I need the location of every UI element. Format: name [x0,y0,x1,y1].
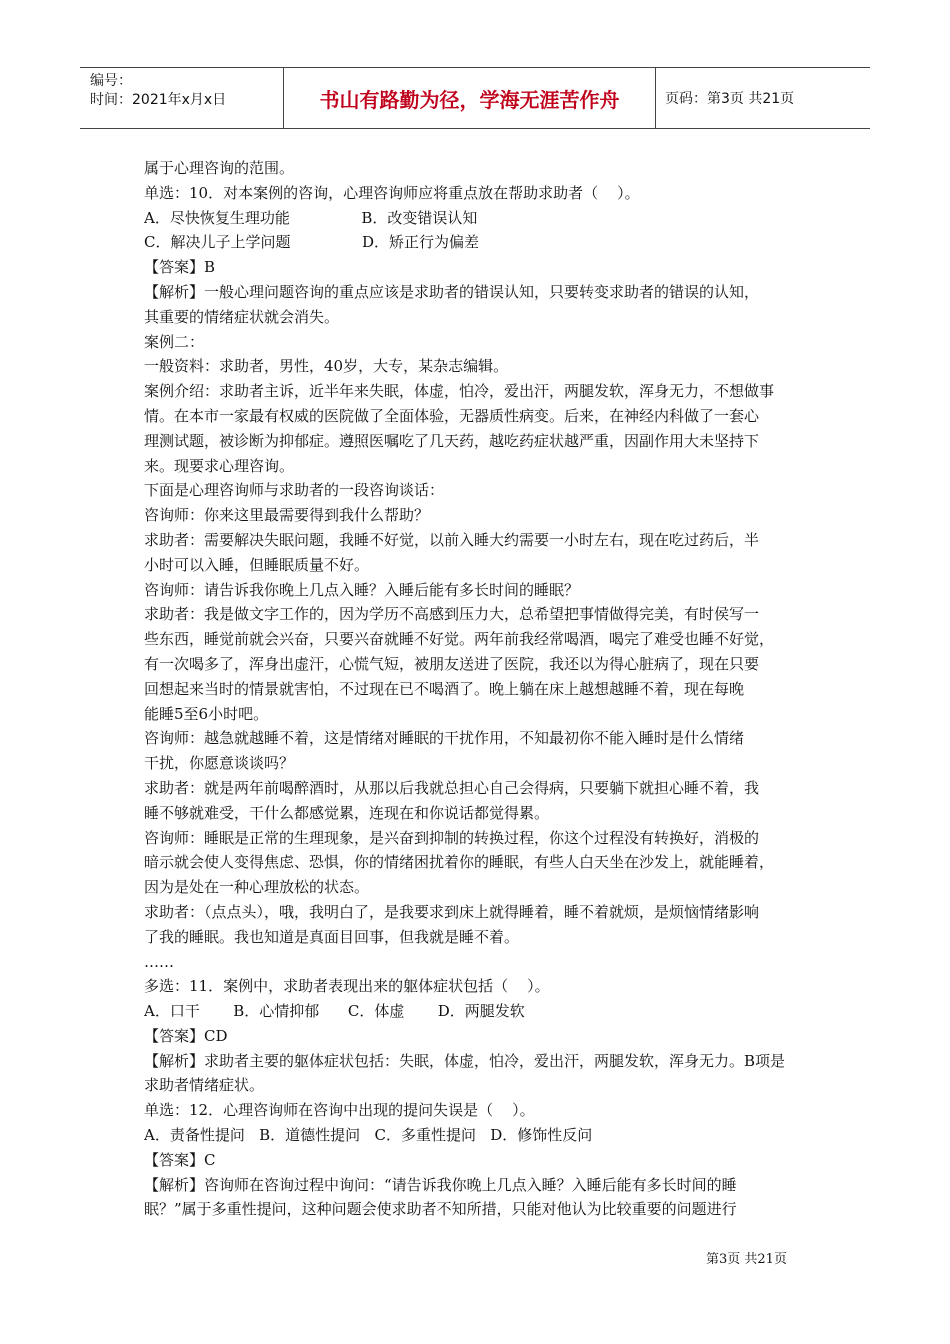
body-line: 回想起来当时的情景就害怕，不过现在已不喝酒了。晚上躺在床上越想越睡不着，现在每晚 [144,679,745,698]
body-line: 情。在本市一家最有权威的医院做了全面体验，无器质性病变。后来，在神经内科做了一套心 [144,406,760,425]
body-line: 【答案】B [144,258,216,277]
body-line: 求助者：就是两年前喝醉酒时，从那以后我就总担心自己会得病，只要躺下就担心睡不着，我 [144,778,760,797]
body-line: C．解决儿子上学问题 D．矫正行为偏差 [144,233,480,252]
body-line: 单选：12．心理咨询师在咨询中出现的提问失误是（ ）。 [144,1101,535,1120]
body-line: 些东西，睡觉前就会兴奋，只要兴奋就睡不好觉。两年前我经常喝酒，喝完了难受也睡不好觉， [144,630,775,649]
body-line: 【解析】一般心理问题咨询的重点应该是求助者的错误认知，只要转变求助者的错误的认知， [144,282,760,301]
body-line: 多选：11．案例中，求助者表现出来的躯体症状包括（ ）。 [144,977,550,996]
page-footer: 第3页 共21页 [706,1252,787,1267]
body-line: 小时可以入睡，但睡眠质量不好。 [144,555,370,574]
body-line: 【答案】CD [144,1026,228,1045]
body-line: 咨询师：你来这里最需要得到我什么帮助？ [144,506,430,525]
body-line: 案例二： [144,332,205,351]
body-line: 干扰，你愿意谈谈吗？ [144,754,295,773]
body-line: 求助者：（点点头），哦，我明白了，是我要求到床上就得睡着，睡不着就烦，是烦恼情绪影响 [144,902,760,921]
body-line: 咨询师：越急就越睡不着，这是情绪对睡眠的干扰作用，不知最初你不能入睡时是什么情绪 [144,729,745,748]
body-line: 求助者：我是做文字工作的，因为学历不高感到压力大，总希望把事情做得完美，有时侯写一 [144,605,760,624]
document-body [144,156,812,1222]
body-line: 【解析】求助者主要的躯体症状包括：失眠，体虚，怕冷，爱出汗，两腿发软，浑身无力。B项是 [144,1051,786,1070]
body-line: 来。现要求心理咨询。 [144,456,295,475]
body-line: 有一次喝多了，浑身出虚汗，心慌气短，被朋友送进了医院，我还以为得心脏病了，现在只要 [144,654,760,673]
body-line: 属于心理咨询的范围。 [144,159,295,177]
body-line: A．尽快恢复生理功能 B．改变错误认知 [144,208,478,227]
body-line: 案例介绍：求助者主诉，近半年来失眠，体虚，怕冷，爱出汗，两腿发软，浑身无力，不想做事 [144,382,775,401]
body-line: A．口干 B．心情抑郁 C．体虚 D．两腿发软 [144,1002,525,1021]
document-time-label: 时间：2021年x月x日 [90,92,227,108]
body-line: 理测试题，被诊断为抑郁症。遵照医嘱吃了几天药，越吃药症状越严重，因副作用大未坚持下 [144,431,760,450]
body-line: 眠？”属于多重性提问，这种问题会使求助者不知所措，只能对他认为比较重要的问题进行 [144,1200,737,1219]
body-line: 暗示就会使人变得焦虑、恐惧，你的情绪困扰着你的睡眠，有些人白天坐在沙发上，就能睡着， [144,853,775,872]
body-line: 咨询师：请告诉我你晚上几点入睡？入睡后能有多长时间的睡眠？ [144,580,580,599]
body-line: 下面是心理咨询师与求助者的一段咨询谈话： [144,481,445,500]
body-line: 【答案】C [144,1150,216,1169]
header-meta [80,68,283,128]
body-line: 因为是处在一种心理放松的状态。 [144,878,370,897]
body-line: 求助者：需要解决失眠问题，我睡不好觉，以前入睡大约需要一小时左右，现在吃过药后，半 [144,530,760,549]
body-line: 了我的睡眠。我也知道是真面目回事，但我就是睡不着。 [144,927,520,946]
body-line: 一般资料：求助者，男性，40岁，大专，某杂志编辑。 [144,357,509,376]
header-page-label: 页码：第3页 共21页 [665,91,795,107]
body-line: 其重要的情绪症状就会消失。 [144,307,340,326]
body-line: 能睡5至6小时吧。 [144,704,269,723]
page-header [80,67,870,129]
body-line: 咨询师：睡眠是正常的生理现象，是兴奋到抑制的转换过程，你这个过程没有转换好，消极的 [144,828,760,847]
header-motto: 书山有路勤为径，学海无涯苦作舟 [283,68,656,128]
document-number-label: 编号： [90,73,132,89]
body-line: 求助者情绪症状。 [144,1076,265,1095]
body-line: …… [144,952,174,971]
body-line: 【解析】咨询师在咨询过程中询问：“请告诉我你晚上几点入睡？入睡后能有多长时间的睡 [144,1175,737,1194]
body-line: 单选：10．对本案例的咨询，心理咨询师应将重点放在帮助求助者（ ）。 [144,183,640,202]
body-line: A．责备性提问 B．道德性提问 C．多重性提问 D．修饰性反问 [144,1126,593,1145]
body-line: 睡不够就难受，干什么都感觉累，连现在和你说话都觉得累。 [144,803,550,822]
